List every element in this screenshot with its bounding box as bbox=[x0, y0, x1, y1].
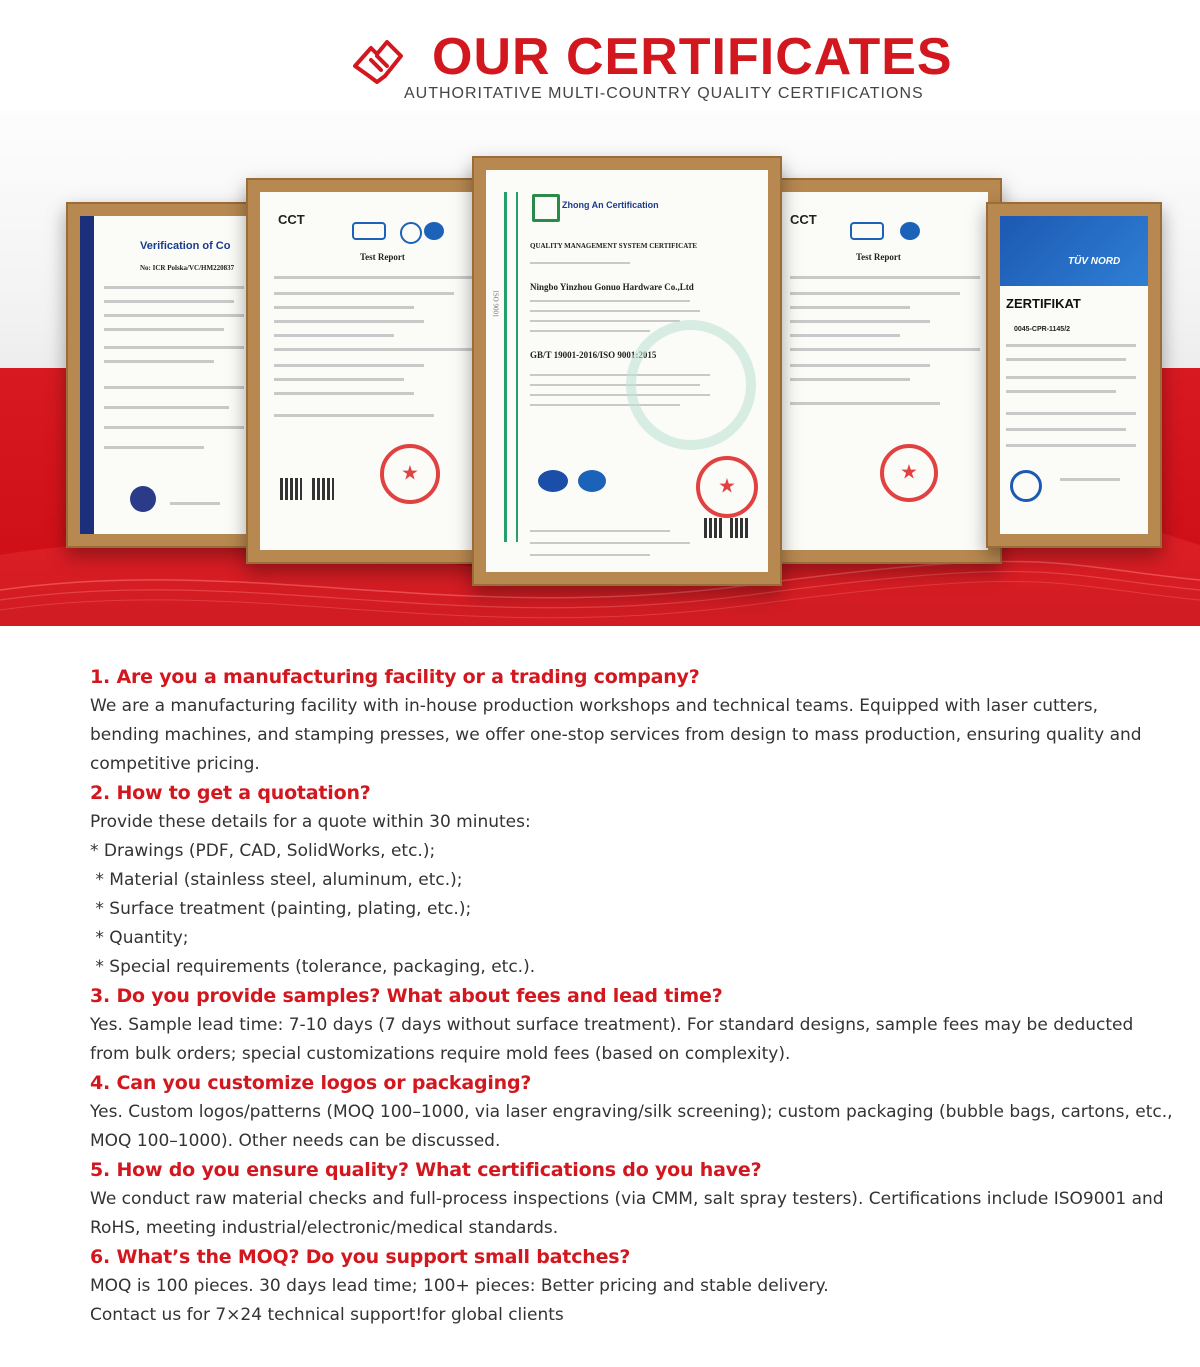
faq-question: 3. Do you provide samples? What about fees and lead time? bbox=[90, 985, 723, 1007]
tuv-brand: TÜV NORD bbox=[1068, 256, 1121, 267]
zhongan-side-label: ISO 9001 bbox=[491, 290, 500, 318]
faq-answer-line: Yes. Sample lead time: 7-10 days (7 days without surface treatment). For standard designs, sample fees may be deducted bbox=[90, 1015, 1134, 1035]
zhongan-brand: Zhong An Certification bbox=[562, 200, 659, 210]
cct-right-brand: CCT bbox=[790, 212, 817, 227]
faq-answer-line: bending machines, and stamping presses, we offer one-stop services from design to mass production, ensuring quality and bbox=[90, 725, 1142, 745]
faq-answer-line: * Material (stainless steel, aluminum, etc.); bbox=[90, 870, 463, 890]
certificate-zhongan bbox=[472, 156, 782, 586]
faq-answer-line: MOQ 100–1000). Other needs can be discussed. bbox=[90, 1131, 501, 1151]
faq-section bbox=[90, 663, 1173, 1330]
faq-answer-line: from bulk orders; special customizations require mold fees (based on complexity). bbox=[90, 1044, 791, 1064]
faq-answer-line: Yes. Custom logos/patterns (MOQ 100–1000, via laser engraving/silk screening); custom packaging (bubble bags, cartons, etc., bbox=[90, 1102, 1173, 1122]
faq-answer-line: We are a manufacturing facility with in-house production workshops and technical teams. Equipped with laser cutters, bbox=[90, 696, 1099, 716]
zhongan-standard: GB/T 19001-2016/ISO 9001:2015 bbox=[530, 350, 657, 360]
faq-question: 6. What’s the MOQ? Do you support small batches? bbox=[90, 1246, 631, 1268]
faq-answer-line: * Surface treatment (painting, plating, etc.); bbox=[90, 899, 472, 919]
faq-answer-line: Contact us for 7×24 technical support!for global clients bbox=[90, 1305, 564, 1325]
zhongan-cert-title: QUALITY MANAGEMENT SYSTEM CERTIFICATE bbox=[530, 242, 698, 250]
faq-answer-line: * Drawings (PDF, CAD, SolidWorks, etc.); bbox=[90, 841, 436, 861]
cct-right-title: Test Report bbox=[856, 252, 901, 262]
faq-question: 2. How to get a quotation? bbox=[90, 782, 371, 804]
faq-answer-line: RoHS, meeting industrial/electronic/medical standards. bbox=[90, 1218, 559, 1238]
certificate-cct-right bbox=[766, 178, 1002, 564]
page-subtitle: AUTHORITATIVE MULTI-COUNTRY QUALITY CERTIFICATIONS bbox=[404, 85, 924, 102]
faq-answer-line: * Quantity; bbox=[90, 928, 189, 948]
faq-question: 4. Can you customize logos or packaging? bbox=[90, 1072, 532, 1094]
faq-question: 5. How do you ensure quality? What certifications do you have? bbox=[90, 1159, 762, 1181]
certificate-cct-left bbox=[246, 178, 500, 564]
cct-left-brand: CCT bbox=[278, 212, 305, 227]
icr-number: No: ICR Polska/VC/HM220837 bbox=[140, 264, 235, 272]
faq-answer-line: * Special requirements (tolerance, packaging, etc.). bbox=[90, 957, 536, 977]
tuv-title: ZERTIFIKAT bbox=[1006, 296, 1081, 311]
handshake-icon bbox=[347, 36, 407, 88]
faq-answer-line: We conduct raw material checks and full-process inspections (via CMM, salt spray testers). Certifications include ISO9001 and bbox=[90, 1189, 1164, 1209]
zhongan-company: Ningbo Yinzhou Gonuo Hardware Co.,Ltd bbox=[530, 282, 694, 292]
faq-answer-line: Provide these details for a quote within 30 minutes: bbox=[90, 812, 531, 832]
certificate-icr bbox=[66, 202, 262, 548]
faq-answer-line: MOQ is 100 pieces. 30 days lead time; 100+ pieces: Better pricing and stable delivery. bbox=[90, 1276, 829, 1296]
certificate-tuv bbox=[986, 202, 1162, 548]
tuv-number: 0045-CPR-1145/2 bbox=[1014, 326, 1071, 333]
section-header bbox=[0, 0, 1200, 110]
certificates-banner bbox=[0, 110, 1200, 626]
faq-question: 1. Are you a manufacturing facility or a trading company? bbox=[90, 666, 700, 688]
icr-heading: Verification of Co bbox=[140, 240, 231, 252]
page-title: OUR CERTIFICATES bbox=[432, 28, 953, 86]
cct-left-title: Test Report bbox=[360, 252, 405, 262]
faq-answer-line: competitive pricing. bbox=[90, 754, 260, 774]
